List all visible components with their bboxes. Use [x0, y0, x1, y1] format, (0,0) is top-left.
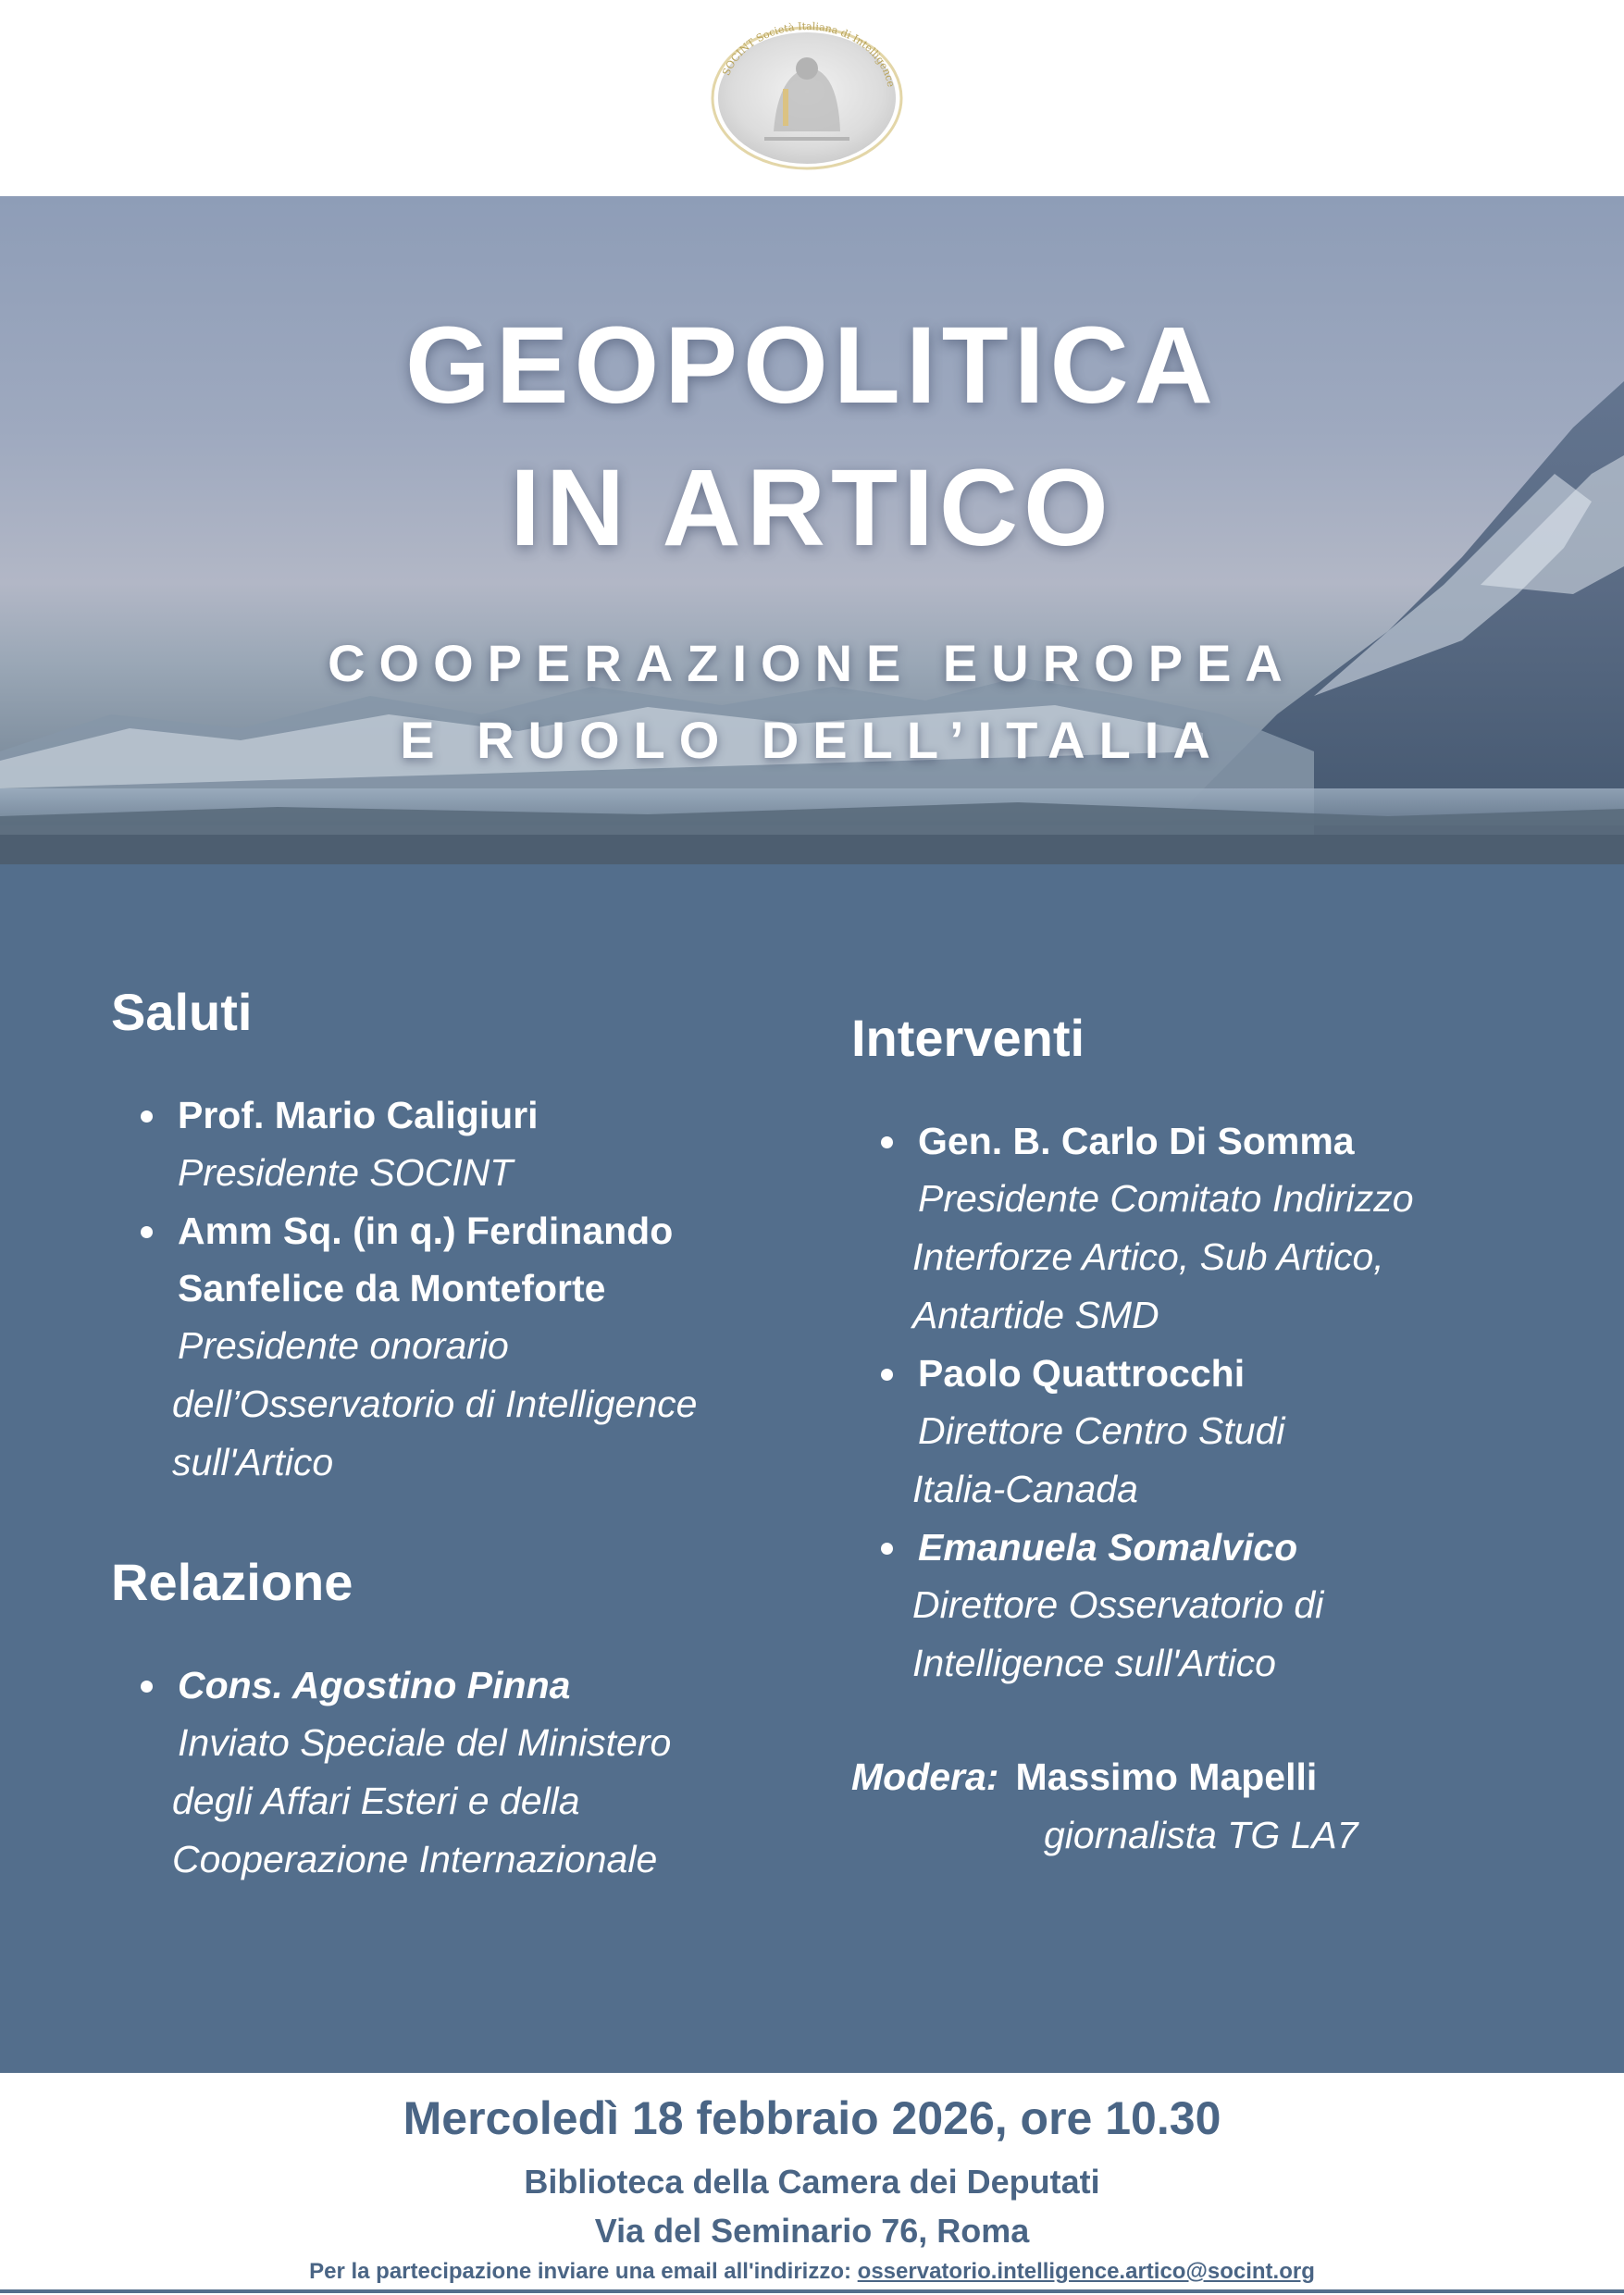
speaker-role: Direttore Centro Studi — [918, 1409, 1285, 1452]
speaker-role: Antartide SMD — [912, 1294, 1159, 1336]
speaker-name: Amm Sq. (in q.) Ferdinando — [178, 1210, 674, 1252]
subtitle-line-1: COOPERAZIONE EUROPEA — [328, 634, 1296, 692]
program-panel — [0, 864, 1624, 2073]
bullet-icon — [141, 1226, 153, 1238]
speaker-role: Presidente Comitato Indirizzo — [918, 1177, 1414, 1220]
left-column — [111, 979, 814, 1889]
speaker-name: Cons. Agostino Pinna — [178, 1664, 571, 1706]
hero-banner — [0, 196, 1624, 864]
subtitle-line-2: E RUOLO DELL’ITALIA — [400, 711, 1224, 769]
relazione-list — [111, 1656, 814, 1889]
speaker-name: Emanuela Somalvico — [918, 1526, 1298, 1569]
header-area — [0, 0, 1624, 196]
list-item — [851, 1519, 1582, 1693]
event-address: Via del Seminario 76, Roma — [594, 2212, 1030, 2250]
moderator-block — [851, 1748, 1582, 1865]
event-info-footer — [0, 2073, 1624, 2295]
speaker-role: sull'Artico — [172, 1441, 334, 1483]
speaker-role: dell’Osservatorio di Intelligence — [172, 1383, 698, 1425]
speaker-role: degli Affari Esteri e della — [172, 1780, 580, 1822]
list-item — [851, 1112, 1582, 1345]
saluti-heading: Saluti — [111, 983, 253, 1041]
speaker-role: Inviato Speciale del Ministero — [178, 1721, 672, 1764]
bullet-icon — [881, 1369, 893, 1381]
moderator-role: giornalista TG LA7 — [1044, 1814, 1358, 1856]
event-date: Mercoledì 18 febbraio 2026, ore 10.30 — [403, 2092, 1221, 2144]
saluti-list — [111, 1086, 814, 1492]
speaker-role: Presidente SOCINT — [178, 1151, 514, 1194]
relazione-heading: Relazione — [111, 1553, 353, 1611]
speaker-name: Gen. B. Carlo Di Somma — [918, 1120, 1355, 1162]
bottom-divider — [0, 2289, 1624, 2293]
registration-note — [0, 2256, 1624, 2288]
speaker-name: Prof. Mario Caligiuri — [178, 1094, 539, 1136]
socint-seal-icon — [709, 20, 905, 170]
speaker-role: Direttore Osservatorio di — [912, 1583, 1324, 1626]
list-item — [111, 1202, 814, 1492]
speaker-role: Italia-Canada — [912, 1468, 1138, 1510]
title-line-2: IN ARTICO — [510, 447, 1114, 569]
interventi-heading: Interventi — [851, 1009, 1085, 1067]
bullet-icon — [881, 1136, 893, 1148]
speaker-name: Paolo Quattrocchi — [918, 1352, 1246, 1395]
list-item — [111, 1656, 814, 1889]
list-item — [851, 1345, 1582, 1519]
right-column — [851, 1005, 1582, 1865]
moderator-label: Modera: — [851, 1755, 999, 1798]
title-line-1: GEOPOLITICA — [405, 304, 1219, 427]
speaker-role: Intelligence sull'Artico — [912, 1642, 1276, 1684]
event-venue: Biblioteca della Camera dei Deputati — [524, 2163, 1100, 2201]
list-item — [111, 1086, 814, 1202]
speaker-role: Presidente onorario — [178, 1324, 509, 1367]
logo-text: SOCINT Società Italiana di Intelligence — [720, 20, 898, 89]
bullet-icon — [881, 1543, 893, 1555]
registration-email-link[interactable]: osservatorio.intelligence.artico@socint.org — [857, 2259, 1315, 2284]
registration-text: Per la partecipazione inviare una email all'indirizzo: — [309, 2259, 851, 2284]
speaker-name: Sanfelice da Monteforte — [178, 1267, 606, 1309]
bullet-icon — [141, 1110, 153, 1123]
moderator-name: Massimo Mapelli — [1015, 1755, 1318, 1798]
speaker-role: Cooperazione Internazionale — [172, 1838, 658, 1880]
bullet-icon — [141, 1681, 153, 1693]
speaker-role: Interforze Artico, Sub Artico, — [912, 1235, 1384, 1278]
interventi-list — [851, 1112, 1582, 1693]
